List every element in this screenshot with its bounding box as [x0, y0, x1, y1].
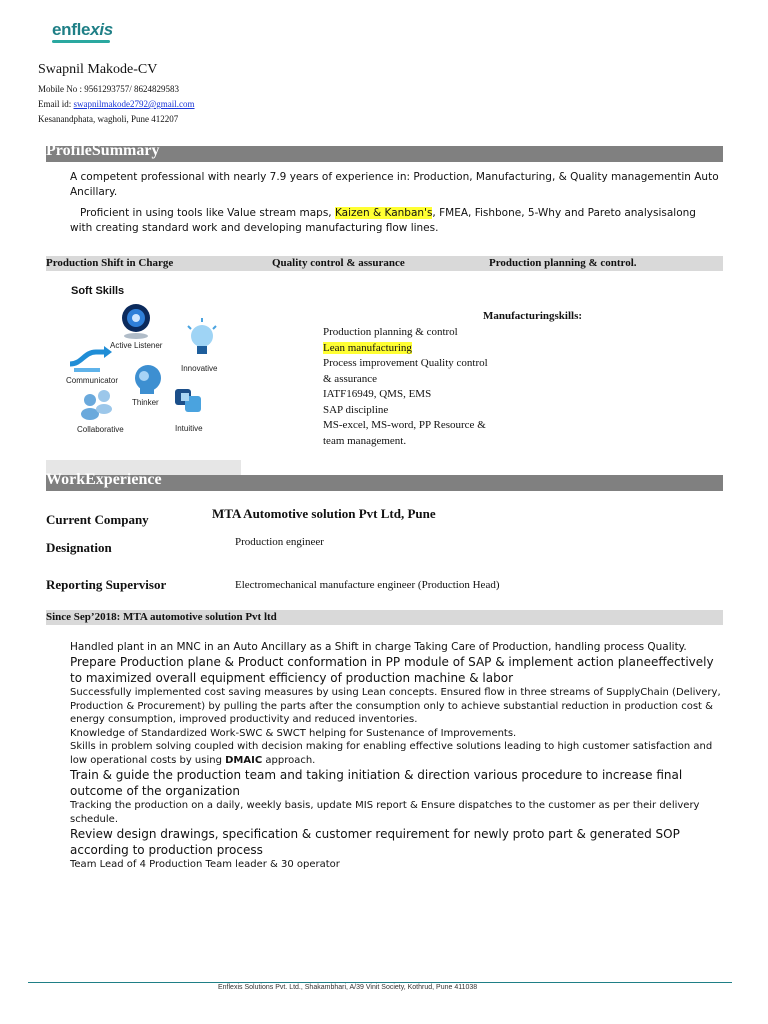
since-text: Since Sep’2018: MTA automotive solution Pvt ltd	[46, 611, 277, 623]
responsibility-item: Review design drawings, specification & customer requirement for newly proto part & generated SOP according to production process	[70, 827, 680, 857]
dmaic-bold: DMAIC	[225, 754, 263, 766]
skill-shift-in-charge: Production Shift in Charge	[46, 257, 174, 269]
responsibilities-list	[70, 640, 722, 872]
mobile-number: Mobile No : 9561293757/ 8624829583	[38, 84, 179, 94]
current-company-label: Current Company	[46, 512, 149, 527]
responsibility-item: Team Lead of 4 Production Team leader & 30 operator	[70, 859, 340, 870]
email-link[interactable]: swapnilmakode2792@gmail.com	[73, 99, 195, 109]
responsibility-item: Train & guide the production team and taking initiation & direction various procedure to increase final outcome of the organization	[70, 768, 683, 798]
skill-production-planning: Production planning & control.	[489, 257, 637, 269]
address: Kesanandphata, wagholi, Pune 412207	[38, 114, 179, 124]
profile-p2-text-end: , FMEA, Fishbone, 5-Why and Pareto analysisalong with creating standard work and developing manufacturing flow lines.	[70, 207, 696, 234]
email-line	[38, 99, 195, 109]
soft-skill-intuitive: Intuitive	[175, 424, 203, 433]
active-listener-icon	[122, 304, 150, 339]
manufacturing-skills-list	[323, 325, 498, 449]
logo-accent-text: xis	[90, 20, 113, 39]
mfg-skill-highlight: Lean manufacturing	[323, 341, 412, 354]
mfg-skill-item: MS-excel, MS-word, PP Resource & team management.	[323, 419, 486, 447]
responsibility-text-end: approach.	[262, 754, 316, 766]
logo-swoosh	[52, 40, 110, 43]
soft-skill-active-listener: Active Listener	[110, 341, 163, 350]
cv-name: Swapnil Makode-CV	[38, 62, 158, 77]
mfg-skill-item: SAP discipline	[323, 403, 389, 416]
designation-label: Designation	[46, 540, 112, 555]
soft-skill-thinker: Thinker	[132, 398, 159, 407]
profile-p2-highlight: Kaizen & Kanban's	[334, 207, 433, 219]
current-company-value: MTA Automotive solution Pvt Ltd, Pune	[212, 506, 436, 521]
footer-address: Enflexis Solutions Pvt. Ltd., Shakambhari, A/39 Vinit Society, Kothrud, Pune 411038	[218, 984, 478, 991]
designation-value: Production engineer	[235, 536, 324, 548]
responsibility-item: Handled plant in an MNC in an Auto Ancillary as a Shift in charge Taking Care of Production, handling process Quality.	[70, 641, 687, 653]
responsibility-item: Prepare Production plane & Product conformation in PP module of SAP & implement action planeeffectively to maximized overall equipment efficiency of production machine & labor	[70, 655, 714, 685]
responsibility-text: Skills in problem solving coupled with decision making for enabling effective solutions leading to high customer satisfaction and low operational costs by using	[70, 741, 713, 766]
innovative-lightbulb-icon	[188, 318, 216, 354]
reporting-supervisor-value: Electromechanical manufacture engineer (Production Head)	[235, 579, 500, 591]
intuitive-squares-icon	[175, 389, 201, 412]
soft-skill-communicator: Communicator	[66, 376, 119, 385]
mfg-skill-item: Production planning & control	[323, 326, 458, 338]
footer-divider	[28, 982, 732, 983]
responsibility-item: Successfully implemented cost saving measures by using Lean concepts. Ensured flow in three streams of SupplyChain (Delivery, Production & Procurement) by pulling the parts after the consumption only to achieve substantial reduction in production cost & energy consumption, improved productivity and reduced inventories.	[70, 687, 721, 725]
profile-paragraph-2	[70, 206, 720, 236]
logo-text: enfle	[52, 20, 91, 39]
soft-skills-graphic	[60, 296, 260, 436]
responsibility-item: Tracking the production on a daily, weekly basis, update MIS report & Ensure dispatches to the customer as per their delivery schedule.	[70, 800, 700, 825]
mfg-skill-item: IATF16949, QMS, EMS	[323, 388, 432, 400]
responsibility-item	[70, 740, 722, 767]
manufacturing-skills-heading: Manufacturingskills:	[483, 310, 583, 322]
profile-p2-text: Proficient in using tools like Value stream maps,	[80, 207, 335, 219]
thinker-head-icon	[135, 365, 161, 394]
soft-skill-collaborative: Collaborative	[77, 425, 124, 434]
email-label: Email id:	[38, 99, 74, 109]
soft-skills-title: Soft Skills	[71, 285, 125, 297]
profile-paragraph-1: A competent professional with nearly 7.9 years of experience in: Production, Manufacturing, & Quality managementin Auto Ancillary.	[70, 171, 719, 198]
profile-summary-title: ProfileSummary	[46, 142, 160, 159]
company-logo	[52, 20, 113, 40]
communicator-arrows-icon	[70, 346, 112, 370]
soft-skill-innovative: Innovative	[181, 364, 218, 373]
reporting-supervisor-label: Reporting Supervisor	[46, 577, 167, 592]
skill-quality-control: Quality control & assurance	[272, 257, 405, 269]
mfg-skill-item: Process improvement Quality control & assurance	[323, 357, 488, 385]
work-experience-title: WorkExperience	[46, 471, 162, 488]
responsibility-item: Knowledge of Standardized Work-SWC & SWCT helping for Sustenance of Improvements.	[70, 727, 517, 739]
collaborative-people-icon	[81, 390, 112, 420]
mfg-skill-item	[323, 341, 498, 357]
